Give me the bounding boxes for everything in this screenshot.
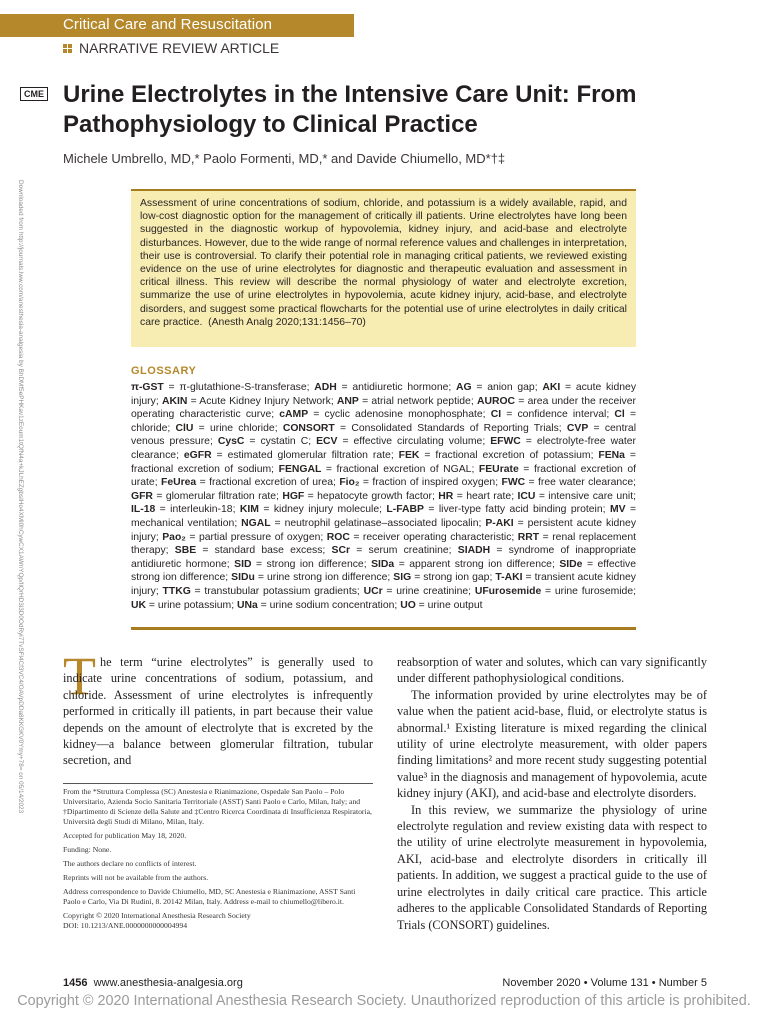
glossary-definition: free water clearance: [538, 477, 634, 489]
glossary-definition: atrial network peptide: [371, 395, 471, 407]
body-paragraph-3: In this review, we summarize the physiology of urine electrolyte regulation and review existing data with respect to the utility of urine electrolyte measurement in hypovolemia, AKI, acid-base and electrolyte disorders in critically ill patients. In addition, we suggest a practical guide to the use of urine electrolytes in daily critical care practice. This article adheres to the applicable Consolidated Standards of Reporting Trials (CONSORT) guidelines.: [397, 802, 707, 932]
glossary-divider: [131, 627, 636, 630]
glossary-term: Cl: [614, 409, 625, 421]
glossary-term: SIADH: [457, 545, 491, 557]
glossary-definition: estimated glomerular filtration rate: [227, 449, 391, 461]
glossary-definition: fractional excretion of sodium: [131, 463, 272, 475]
page-number: 1456: [63, 977, 88, 989]
glossary-term: ADH: [314, 382, 337, 393]
glossary-term: UCr: [363, 585, 383, 597]
glossary-definition: strong ion difference: [266, 558, 364, 570]
glossary-definition: confidence interval: [517, 409, 607, 421]
glossary-definition: chloride: [131, 422, 168, 434]
glossary-term: ClU: [175, 422, 194, 434]
section-title: Critical Care and Resuscitation: [63, 16, 273, 33]
glossary-definition: mechanical ventilation: [131, 517, 235, 529]
glossary-definition: fractional excretion of urea: [209, 477, 334, 489]
glossary-definition: cystatin C: [260, 436, 309, 448]
glossary-term: FEUrate: [478, 463, 519, 475]
glossary-definition: transient acute kidney injury: [131, 572, 636, 597]
glossary-definition: area under the receiver operating characteristic curve: [131, 395, 636, 421]
glossary-term: HR: [438, 490, 454, 502]
glossary-definition: kidney injury molecule: [273, 504, 380, 516]
glossary-definition: effective strong ion difference: [131, 558, 637, 584]
glossary-term: SID: [234, 558, 252, 570]
article-title: Urine Electrolytes in the Intensive Care Unit: From Pathophysiology to Clinical Practice: [63, 81, 637, 138]
glossary-term: FWC: [501, 477, 526, 489]
conflicts: The authors declare no conflicts of interest.: [63, 859, 197, 868]
glossary-definition: strong ion gap: [423, 572, 490, 584]
glossary-definition: partial pressure of oxygen: [198, 531, 321, 543]
glossary-term: π-GST: [131, 382, 164, 393]
glossary-definition: Acute Kidney Injury Network: [199, 395, 331, 407]
glossary-term: UFurosemide: [474, 585, 542, 597]
glossary-definition: heart rate: [466, 490, 512, 502]
glossary-term: UNa: [237, 599, 258, 611]
glossary-term: CVP: [566, 422, 589, 434]
footer-left: [63, 977, 243, 989]
glossary-term: SIG: [393, 572, 412, 584]
footnotes: [63, 783, 373, 935]
glossary-term: eGFR: [183, 449, 212, 461]
glossary-term: T-AKI: [495, 572, 523, 584]
glossary-definition: liver-type fatty acid binding protein: [438, 504, 603, 516]
glossary-definition: serum creatinine: [368, 545, 449, 557]
glossary-term: AKIN: [161, 395, 188, 407]
glossary-definition: urine chloride: [209, 422, 275, 434]
glossary-term: KIM: [239, 504, 259, 516]
glossary-definition: electrolyte-free water clearance: [131, 436, 636, 461]
glossary-term: CONSORT: [282, 422, 335, 434]
body-column-left: [63, 654, 373, 769]
glossary-definition: interleukin-18: [170, 504, 233, 516]
abstract-body: Assessment of urine concentrations of sodium, chloride, and potassium is a widely available, rapid, and low-cost diagnostic option for the management of critically ill patients. Urine electrolytes have long been suggested in the diagnostic workup of hypovolemia, kidney injury, and acid-base and electrolyte disturbances. However, due to the wide range of normal reference values and challenges in interpretation, their use is controversial. To clarify their potential role in managing critical patients, we reviewed existing evidence on the use of urine electrolytes for diagnostic and therapeutic evaluation and assessment in critical illness. This review will describe the normal physiology of water and electrolyte excretion, summarize the use of urine electrolytes in hypovolemia, acute kidney injury, acid-base, and electrolyte disorders, and suggest some practical flowcharts for the potential use of urine electrolytes in daily critical care practice.: [140, 198, 627, 328]
glossary-definition: Consolidated Standards of Reporting Trials: [351, 422, 559, 434]
glossary-definition: urine strong ion difference: [266, 572, 388, 584]
glossary-definition: standard base excess: [214, 545, 323, 557]
glossary-definition: urine creatinine: [396, 585, 469, 597]
glossary-term: Pao₂: [162, 531, 186, 543]
glossary-term: Fio₂: [339, 477, 360, 489]
glossary-list: π-GST = π-glutathione-S-transferase; ADH = antidiuretic hormone; AG = anion gap; AKI = acute kidney injury; AKIN = Acute Kidney Injury Network; ANP = atrial network peptide; AUROC = area under the receiver operating characteristic curve; cAMP = cyclic adenosine monophosphate; CI = confidence interval; Cl = chloride; ClU = urine chloride; CONSORT = Consolidated Standards of Reporting Trials; CVP = central venous pressure; CysC = cystatin C; ECV = effective circulating volume; EFWC = electrolyte-free water clearance; eGFR = estimated glomerular filtration rate; FEK = fractional excretion of potassium; FENa = fractional excretion of sodium; FENGAL = fractional excretion of NGAL; FEUrate = fractional excretion of urate; FeUrea = fractional excretion of urea; Fio₂ = fraction of inspired oxygen; FWC = free water clearance; GFR = glomerular filtration rate; HGF = hepatocyte growth factor; HR = heart rate; ICU = intensive care unit; IL-18 = interleukin-18; KIM = kidney injury molecule; L-FABP = liver-type fatty acid binding protein; MV = mechanical ventilation; NGAL = neutrophil gelatinase–associated lipocalin; P-AKI = persistent acute kidney injury; Pao₂ = partial pressure of oxygen; ROC = receiver operating characteristic; RRT = renal replacement therapy; SBE = standard base excess; SCr = serum creatinine; SIADH = syndrome of inappropriate antidiuretic hormone; SID = strong ion difference; SIDa = apparent strong ion difference; SIDe = effective strong ion difference; SIDu = urine strong ion difference; SIG = strong ion gap; T-AKI = transient acute kidney injury; TTKG = transtubular potassium gradients; UCr = urine creatinine; UFurosemide = urine furosemide; UK = urine potassium; UNa = urine sodium concentration; UO = urine output: [131, 382, 637, 611]
glossary-term: SBE: [174, 545, 197, 557]
issue-info: November 2020 • Volume 131 • Number 5: [502, 977, 707, 989]
glossary-definition: acute kidney injury: [131, 382, 637, 407]
glossary-definition: anion gap: [487, 382, 535, 393]
article-type: [63, 40, 279, 56]
glossary-definition: urine potassium: [157, 599, 232, 611]
download-note: [15, 180, 26, 814]
glossary-definition: glomerular filtration rate: [165, 490, 277, 502]
glossary-term: ANP: [336, 395, 359, 407]
glossary-definition: renal replacement therapy: [131, 531, 636, 557]
glossary-definition: syndrome of inappropriate antidiuretic hormone: [131, 545, 637, 570]
squares-icon: [63, 44, 72, 53]
glossary-term: FENa: [598, 449, 625, 461]
glossary-definition: persistent acute kidney injury: [131, 517, 637, 543]
copyright-banner: Copyright © 2020 International Anesthesia Research Society. Unauthorized reproduction of this article is prohibited.: [17, 993, 751, 1009]
abstract-box: [131, 189, 636, 347]
glossary-definition: apparent strong ion difference: [409, 558, 552, 570]
glossary-definition: receiver operating characteristic: [362, 531, 512, 543]
journal-website[interactable]: www.anesthesia-analgesia.org: [93, 977, 243, 989]
glossary-term: RRT: [517, 531, 540, 543]
glossary-term: FEK: [398, 449, 420, 461]
glossary-term: CysC: [217, 436, 245, 448]
glossary-term: IL-18: [131, 504, 156, 516]
glossary-definition: cyclic adenosine monophosphate: [324, 409, 483, 421]
glossary-term: TTKG: [162, 585, 191, 597]
glossary-term: NGAL: [241, 517, 271, 529]
glossary-definition: neutrophil gelatinase–associated lipocalin: [284, 517, 479, 529]
glossary-term: GFR: [131, 490, 153, 502]
glossary-definition: fractional excretion of urate: [131, 463, 637, 489]
doi: DOI: 10.1213/ANE.0000000000004994: [63, 921, 188, 930]
glossary-term: ICU: [517, 490, 536, 502]
glossary-term: AG: [456, 382, 472, 393]
affiliations: From the *Struttura Complessa (SC) Anestesia e Rianimazione, Ospedale San Paolo – Polo Universitario, Azienda Socio Sanitaria Territoriale (ASST) Santi Paolo e Carlo, Milan, Italy; and †Dipartimento di Scienze della Salute and ‡Centro Ricerca Coordinata di Insufficienza Respiratoria, Università degli Studi di Milano, Milan, Italy.: [63, 787, 372, 826]
abstract-citation: (Anesth Analg 2020;131:1456–70): [208, 316, 366, 328]
glossary-term: SIDu: [231, 572, 255, 584]
glossary-term: EFWC: [490, 436, 521, 448]
glossary-term: CI: [490, 409, 502, 421]
glossary-term: cAMP: [279, 409, 309, 421]
glossary-definition: effective circulating volume: [353, 436, 483, 448]
intro-paragraph: he term “urine electrolytes” is generally used to indicate urine concentrations of sodium, potassium, and chloride. Assessment of urine electrolytes is infrequently performed in critically ill patients, in part because their value depends on the amount of electrolyte that is excreted by the kidney—a balance between glomerular filtration, tubular secretion, and: [63, 655, 373, 768]
glossary-term: AUROC: [476, 395, 516, 407]
glossary-definition: antidiuretic hormone: [352, 382, 449, 393]
glossary-term: SIDa: [371, 558, 395, 570]
glossary-definition: fractional excretion of potassium: [435, 449, 591, 461]
drop-cap: T: [63, 646, 96, 706]
glossary-definition: fractional excretion of NGAL: [336, 463, 472, 475]
accepted-date: Accepted for publication May 18, 2020.: [63, 831, 187, 840]
abstract-text: [140, 197, 627, 329]
glossary-term: SCr: [331, 545, 351, 557]
glossary-definition: hepatocyte growth factor: [317, 490, 432, 502]
glossary-definition: intensive care unit: [548, 490, 634, 502]
body-column-right: [397, 654, 707, 933]
glossary-term: AKI: [542, 382, 561, 393]
glossary-term: ECV: [316, 436, 338, 448]
section-banner: [0, 14, 354, 37]
glossary-term: UK: [131, 599, 147, 611]
glossary-term: SIDe: [559, 558, 583, 570]
body-paragraph-1: reabsorption of water and solutes, which can vary significantly under different pathophysiological conditions.: [397, 655, 707, 686]
glossary-term: FENGAL: [278, 463, 322, 475]
glossary-term: MV: [609, 504, 626, 516]
reprints: Reprints will not be available from the authors.: [63, 873, 209, 882]
glossary-term: ROC: [326, 531, 350, 543]
copyright-line: Copyright © 2020 International Anesthesia Research Society: [63, 911, 251, 920]
glossary-definition: fraction of inspired oxygen: [372, 477, 496, 489]
glossary-term: P-AKI: [485, 517, 514, 529]
glossary-term: L-FABP: [386, 504, 424, 516]
glossary-heading: GLOSSARY: [131, 365, 197, 377]
funding: Funding: None.: [63, 845, 112, 854]
glossary-definition: urine furosemide: [554, 585, 634, 597]
cme-badge: CME: [20, 87, 48, 101]
author-list: Michele Umbrello, MD,* Paolo Formenti, MD,* and Davide Chiumello, MD*†‡: [63, 151, 506, 166]
glossary-definition: π-glutathione-S-transferase: [179, 382, 307, 393]
page-footer: [63, 977, 707, 989]
glossary-term: HGF: [282, 490, 305, 502]
glossary-definition: transtubular potassium gradients: [204, 585, 357, 597]
article-type-label: NARRATIVE REVIEW ARTICLE: [79, 40, 280, 56]
glossary-term: UO: [400, 599, 416, 611]
body-paragraph-2: The information provided by urine electrolytes may be of value when the patient acid-base, fluid, or electrolyte status is abnormal.¹ Existing literature is mixed regarding the clinical utility of urine electrolyte measurement, with older papers finding limitations² and more recent study suggesting potential value³ in the diagnosis and management of hypovolemia, acute kidney injury (AKI), and acid-base and electrolyte disorders.: [397, 687, 707, 801]
download-note-text: Downloaded from http://journals.lww.com/anesthesia-analgesia by BhDMf5ePHKav1zEoum1tQfN4a+kJLhEZgbsIHo4XMi0hCywCX1AWnYQp/IlQrHD3i3D0OdRyi7TvSFl4Cf3VC4/OAVpDDa8KKGKV0Ymy+78= on 05/14/2023: [17, 180, 24, 814]
glossary-term: FeUrea: [160, 477, 197, 489]
glossary-definition: urine output: [427, 599, 483, 611]
correspondence: Address correspondence to Davide Chiumello, MD, SC Anestesia e Rianimazione, ASST Santi Paolo e Carlo, Via Di Rudinì, 8. 20142 Milan, Italy. Address e-mail to chiumello@libero.it.: [63, 887, 356, 906]
glossary-definition: urine sodium concentration: [269, 599, 395, 611]
glossary-definition: central venous pressure: [131, 422, 637, 448]
